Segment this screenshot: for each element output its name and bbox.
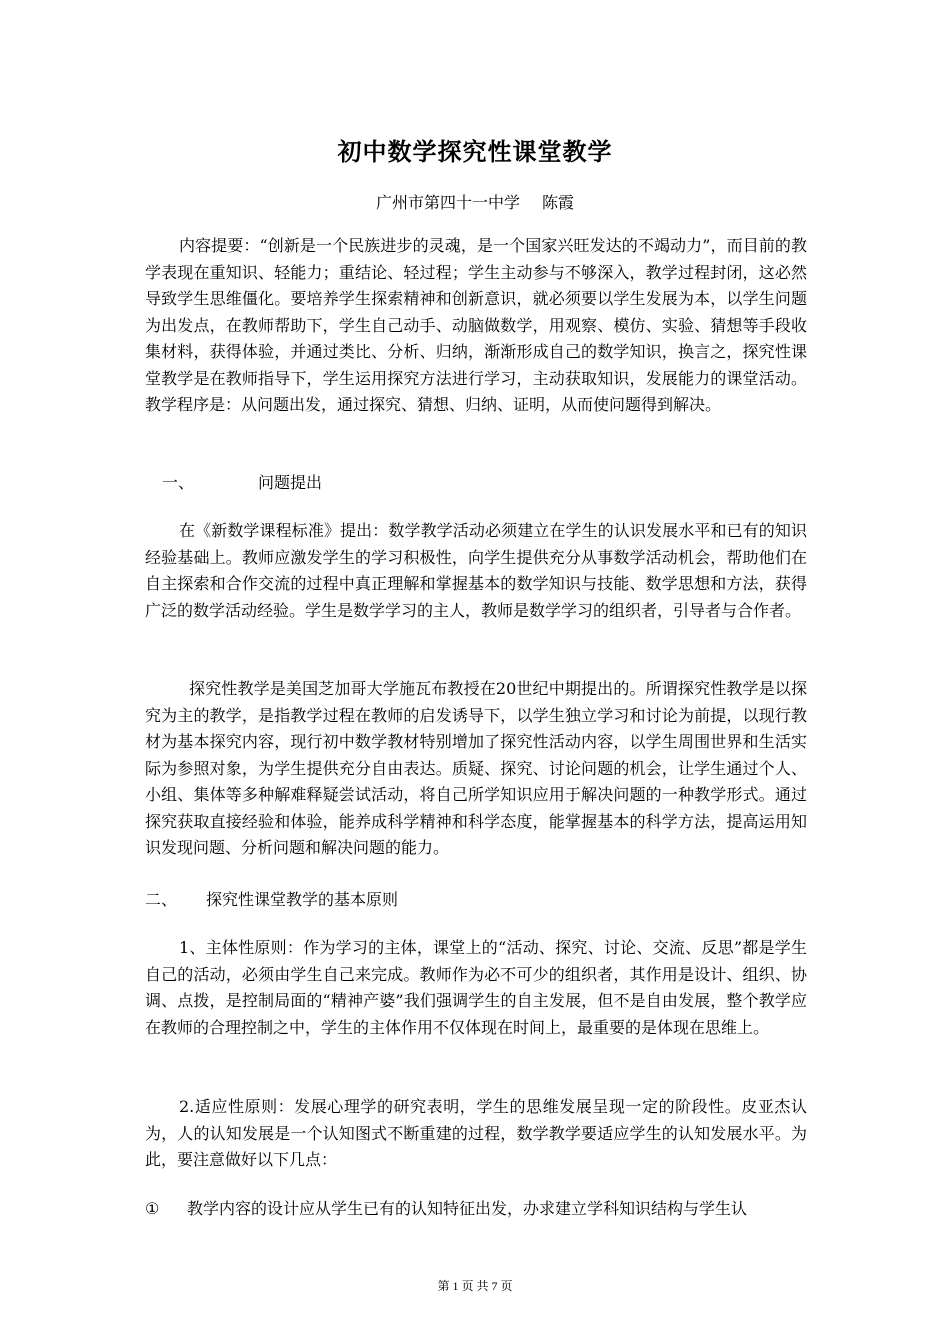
section-2-number: 二、 [145, 890, 178, 909]
section-2-paragraph-1: 1、主体性原则：作为学习的主体，课堂上的“活动、探究、讨论、交流、反思”都是学生自己的活动，必须由学生自己来完成。教师作为必不可少的组织者，其作用是设计、组织、协调、点拨，是控制局面的“精神产婆”我们强调学生的自主发展，但不是自由发展，整个教学应在教师的合理控制之中，学生的主体作用不仅体现在时间上，最重要的是体现在思维上。 [145, 938, 807, 1037]
author-name: 陈霞 [542, 193, 575, 212]
section-1-paragraph-2: 探究性教学是美国芝加哥大学施瓦布教授在20世纪中期提出的。所谓探究性教学是以探究为主的教学，是指教学过程在教师的启发诱导下，以学生独立学习和讨论为前提，以现行教材为基本探究内容，现行初中数学教材特别增加了探究性活动内容，以学生周围世界和生活实际为参照对象，为学生提供充分自由表达。质疑、探究、讨论问题的机会，让学生通过个人、小组、集体等多种解难释疑尝试活动，将自己所学知识应用于解决问题的一种教学形式。通过探究获取直接经验和体验，能养成科学精神和科学态度，能掌握基本的科学方法，提高运用知识发现问题、分析问题和解决问题的能力。 [145, 679, 807, 857]
page-footer: 第 1 页 共 7 页 [437, 1279, 513, 1293]
list-item-1 [145, 1196, 807, 1219]
list-item-1-marker: ① [145, 1199, 160, 1218]
author-school: 广州市第四十一中学 [375, 193, 520, 212]
abstract-paragraph: 内容提要：“创新是一个民族进步的灵魂，是一个国家兴旺发达的不竭动力”，而目前的教学表现在重知识、轻能力；重结论、轻过程；学生主动参与不够深入，教学过程封闭，这必然导致学生思维僵化。要培养学生探索精神和创新意识，就必须要以学生发展为本，以学生问题为出发点，在教师帮助下，学生自己动手、动脑做数学，用观察、模仿、实验、猜想等手段收集材料，获得体验，并通过类比、分析、归纳，渐渐形成自己的数学知识，换言之，探究性课堂教学是在教师指导下，学生运用探究方法进行学习，主动获取知识，发展能力的课堂活动。教学程序是：从问题出发，通过探究、猜想、归纳、证明，从而使问题得到解决。 [145, 236, 807, 414]
section-1-paragraph-1: 在《新数学课程标准》提出：数学教学活动必须建立在学生的认识发展水平和已有的知识经验基础上。教师应激发学生的学习积极性，向学生提供充分从事数学活动机会，帮助他们在自主探索和合作交流的过程中真正理解和掌握基本的数学知识与技能、数学思想和方法，获得广泛的数学活动经验。学生是数学学习的主人，教师是数学学习的组织者，引导者与合作者。 [145, 521, 807, 620]
section-1-heading [162, 470, 322, 493]
document-title: 初中数学探究性课堂教学 [337, 137, 613, 166]
section-2-heading [145, 887, 398, 910]
section-1-title: 问题提出 [258, 473, 323, 492]
list-item-1-text: 教学内容的设计应从学生已有的认知特征出发，办求建立学科知识结构与学生认 [187, 1199, 748, 1218]
author-line [0, 190, 950, 213]
section-1-number: 一、 [162, 473, 195, 492]
section-2-title: 探究性课堂教学的基本原则 [206, 890, 399, 909]
section-2-paragraph-2: 2.适应性原则：发展心理学的研究表明，学生的思维发展呈现一定的阶段性。皮亚杰认为，人的认知发展是一个认知图式不断重建的过程，数学教学要适应学生的认知发展水平。为此，要注意做好以下几点： [145, 1097, 807, 1169]
